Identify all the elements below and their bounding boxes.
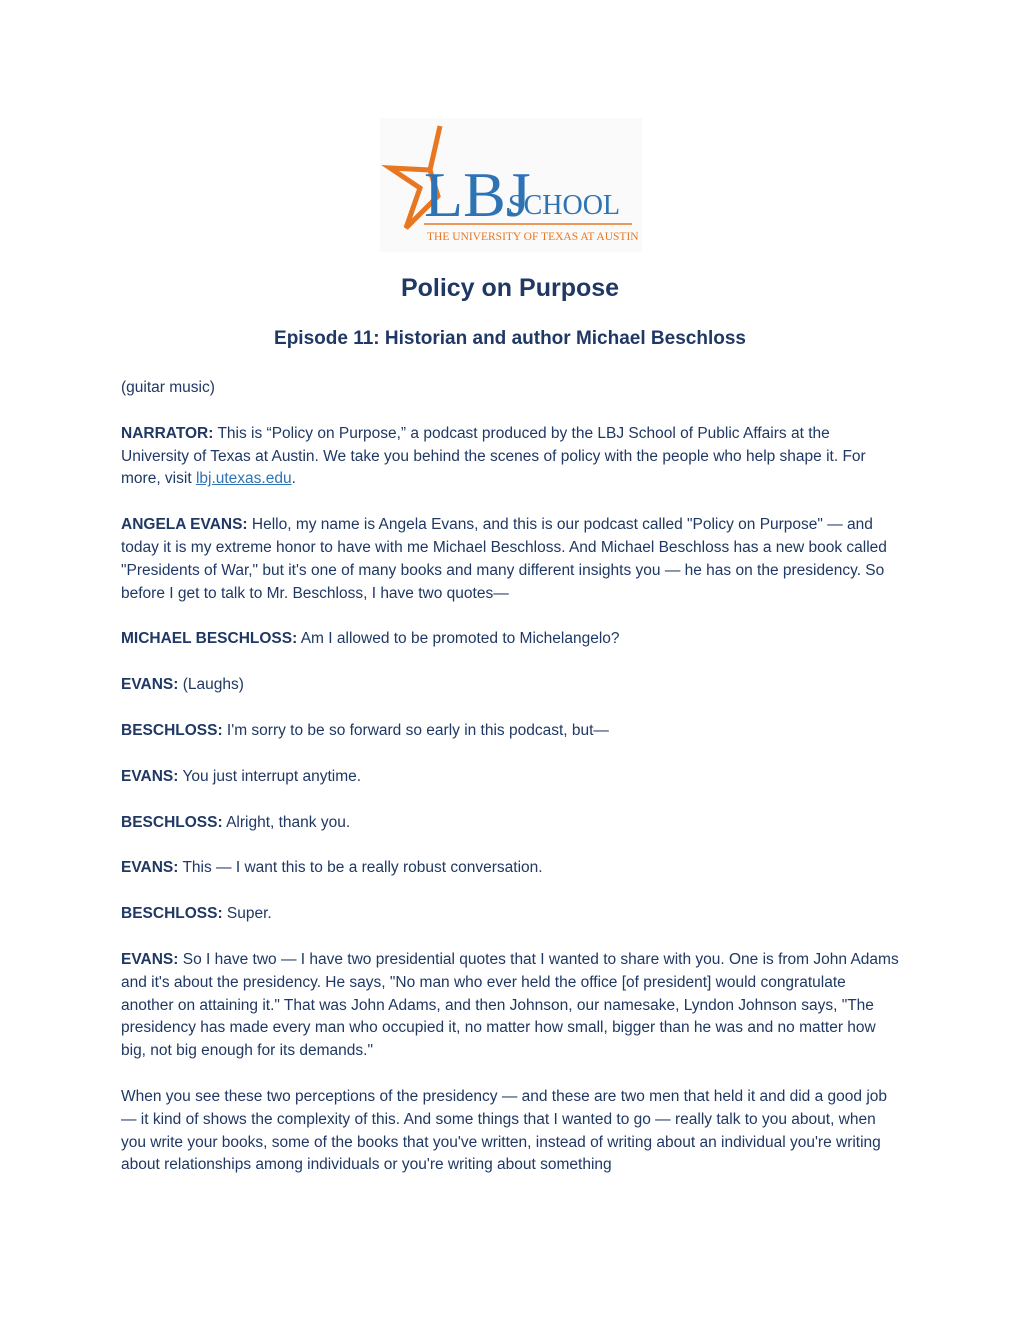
page-title: Policy on Purpose: [400, 274, 620, 302]
transcript-entry: [121, 949, 901, 1063]
entry-text: Super.: [222, 905, 272, 923]
lbj-logo-graphic: [380, 118, 642, 252]
speaker-label: BESCHLOSS:: [121, 813, 223, 831]
entry-text: I'm sorry to be so forward so early in this podcast, but—: [222, 721, 609, 739]
episode-subtitle: Episode 11: Historian and author Michael Beschloss: [274, 328, 746, 349]
transcript-entry: [121, 423, 901, 491]
transcript-entry: [121, 514, 901, 605]
speaker-label: BESCHLOSS:: [121, 905, 223, 923]
speaker-label: BESCHLOSS:: [121, 721, 223, 739]
transcript-entry: [121, 903, 901, 926]
entry-text: Hello, my name is Angela Evans, and this is our podcast called "Policy on Purpose" — and today it is my extreme honor to have with me Michael Beschloss. And Michael Beschloss has a new book called "Presidents of War," but it's one of many books and many different insights you — he has on the presidency. So before I get to talk to Mr. Beschloss, I have two quotes—: [121, 516, 887, 602]
entry-text: (Laughs): [178, 676, 244, 694]
transcript-entry: [121, 766, 901, 789]
website-link[interactable]: lbj.utexas.edu: [195, 470, 292, 488]
transcript-entry: [121, 674, 901, 697]
speaker-label: EVANS:: [121, 676, 179, 694]
entry-text: You just interrupt anytime.: [178, 767, 362, 785]
entry-text: So I have two — I have two presidential quotes that I wanted to share with you. One is from John Adams and it's about the presidency. He says, "No man who ever held the office [of president] would congratulate another on attaining it." That was John Adams, and then Johnson, our namesake, Lyndon Johnson says, "The presidency has made every man who occupied it, no matter how small, bigger than he was and no matter how big, not big enough for its demands.": [121, 950, 899, 1060]
entry-text: Am I allowed to be promoted to Michelangelo?: [297, 630, 620, 648]
entry-text: .: [291, 470, 296, 488]
speaker-label: EVANS:: [121, 950, 179, 968]
transcript-entry: [121, 628, 901, 651]
speaker-label: NARRATOR:: [121, 424, 214, 442]
continuation-paragraph: When you see these two perceptions of the presidency — and these are two men that held it and did a good job — it kind of shows the complexity of this. And some things that I wanted to go — really talk to you about, when you write your books, some of the books that you've written, instead of writing about an individual you're writing about relationships among individuals or you're writing about something: [121, 1087, 888, 1174]
lbj-school-logo: [380, 118, 642, 252]
speaker-label: EVANS:: [121, 859, 179, 877]
entry-text: This is “Policy on Purpose,” a podcast produced by the LBJ School of Public Affairs at the University of Texas at Austin. We take you behind the scenes of policy with the people who help shape it. For more, visit: [121, 424, 866, 488]
entry-text: This — I want this to be a really robust conversation.: [178, 859, 543, 877]
transcript-entry: [121, 812, 901, 835]
transcript-body: [121, 377, 901, 1200]
transcript-entry: [121, 857, 901, 880]
speaker-label: MICHAEL BESCHLOSS:: [121, 630, 298, 648]
logo-text-university: THE UNIVERSITY OF TEXAS AT AUSTIN: [427, 231, 639, 243]
speaker-label: ANGELA EVANS:: [121, 516, 248, 534]
transcript-entry: [121, 720, 901, 743]
speaker-label: EVANS:: [121, 767, 179, 785]
logo-text-school: SCHOOL: [508, 190, 621, 221]
entry-text: Alright, thank you.: [222, 813, 351, 831]
logo-text-lbj: LBJ: [424, 159, 531, 230]
stage-direction: (guitar music): [121, 379, 215, 396]
